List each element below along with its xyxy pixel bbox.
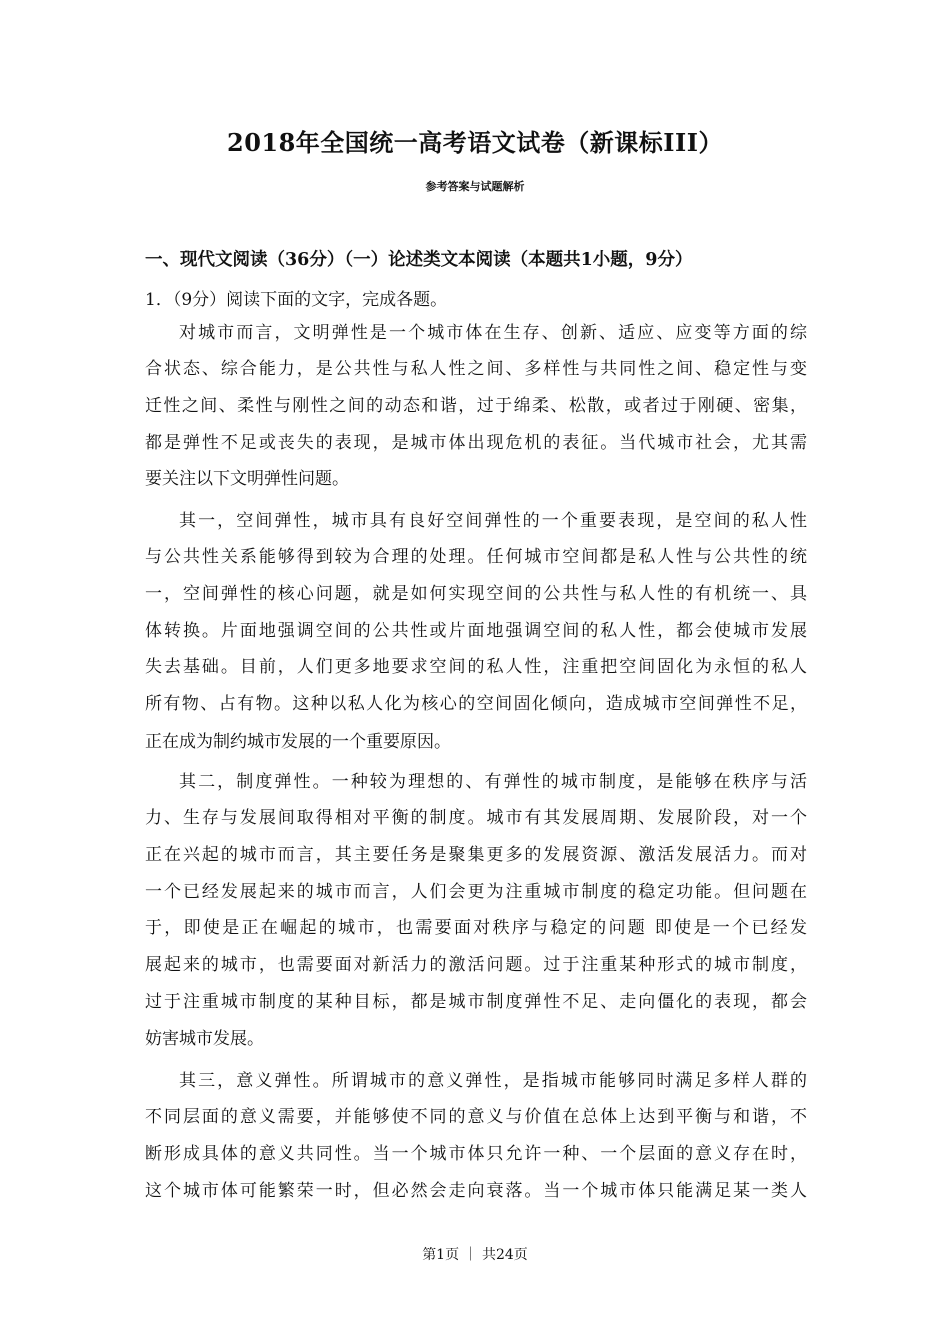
- passage-line: 这个城市体可能繁荣一时，但必然会走向衰落。当一个城市体只能满足某一类人: [145, 1181, 807, 1201]
- passage-line: 一，空间弹性的核心问题，就是如何实现空间的公共性与私人性的有机统一、具: [145, 584, 807, 604]
- passage-line: 妨害城市发展。: [145, 1029, 264, 1049]
- passage-line: 其一，空间弹性，城市具有良好空间弹性的一个重要表现，是空间的私人性: [179, 511, 807, 531]
- page-footer: 第1页 ｜ 共24页: [422, 1247, 528, 1263]
- passage-line: 展起来的城市，也需要面对新活力的激活问题。过于注重某种形式的城市制度，: [145, 955, 807, 975]
- passage-line: 力、生存与发展间取得相对平衡的制度。城市有其发展周期、发展阶段，对一个: [145, 808, 807, 828]
- passage-line: 都是弹性不足或丧失的表现，是城市体出现危机的表征。当代城市社会，尤其需: [145, 433, 807, 453]
- passage-line: 不同层面的意义需要，并能够使不同的意义与价值在总体上达到平衡与和谐，不: [145, 1107, 807, 1127]
- passage-line: 过于注重城市制度的某种目标，都是城市制度弹性不足、走向僵化的表现，都会: [145, 992, 807, 1012]
- passage-line: 所有物、占有物。这种以私人化为核心的空间固化倾向，造成城市空间弹性不足，: [145, 694, 807, 714]
- passage-line: 合状态、综合能力，是公共性与私人性之间、多样性与共同性之间、稳定性与变: [145, 359, 807, 379]
- passage-line: 对城市而言，文明弹性是一个城市体在生存、创新、适应、应变等方面的综: [179, 323, 807, 343]
- passage-line: 迁性之间、柔性与刚性之间的动态和谐，过于绵柔、松散，或者过于刚硬、密集，: [145, 396, 807, 416]
- passage-line: 其二，制度弹性。一种较为理想的、有弹性的城市制度，是能够在秩序与活: [179, 772, 807, 792]
- passage-line: 失去基础。目前，人们更多地要求空间的私人性，注重把空间固化为永恒的私人: [145, 657, 807, 677]
- passage-line: 断形成具体的意义共同性。当一个城市体只允许一种、一个层面的意义存在时，: [145, 1144, 807, 1164]
- passage-line: 于，即使是正在崛起的城市，也需要面对秩序与稳定的问题 即使是一个已经发: [145, 918, 807, 938]
- page-subtitle: 参考答案与试题解析: [425, 180, 525, 193]
- question-prompt: 1．（9分）阅读下面的文字，完成各题。: [145, 290, 448, 310]
- passage-line: 体转换。片面地强调空间的公共性或片面地强调空间的私人性，都会使城市发展: [145, 621, 807, 641]
- passage-line: 正在成为制约城市发展的一个重要原因。: [145, 732, 451, 752]
- passage-line: 正在兴起的城市而言，其主要任务是聚集更多的发展资源、激活发展活力。而对: [145, 845, 807, 865]
- page-title: 2018年全国统一高考语文试卷（新课标III）: [227, 128, 723, 157]
- passage-line: 要关注以下文明弹性问题。: [145, 469, 349, 489]
- passage-line: 其三，意义弹性。所谓城市的意义弹性，是指城市能够同时满足多样人群的: [179, 1071, 807, 1091]
- section-heading: 一、现代文阅读（36分）（一）论述类文本阅读（本题共1小题，9分）: [145, 250, 693, 270]
- passage-line: 一个已经发展起来的城市而言，人们会更为注重城市制度的稳定功能。但问题在: [145, 882, 807, 902]
- passage-line: 与公共性关系能够得到较为合理的处理。任何城市空间都是私人性与公共性的统: [145, 547, 807, 567]
